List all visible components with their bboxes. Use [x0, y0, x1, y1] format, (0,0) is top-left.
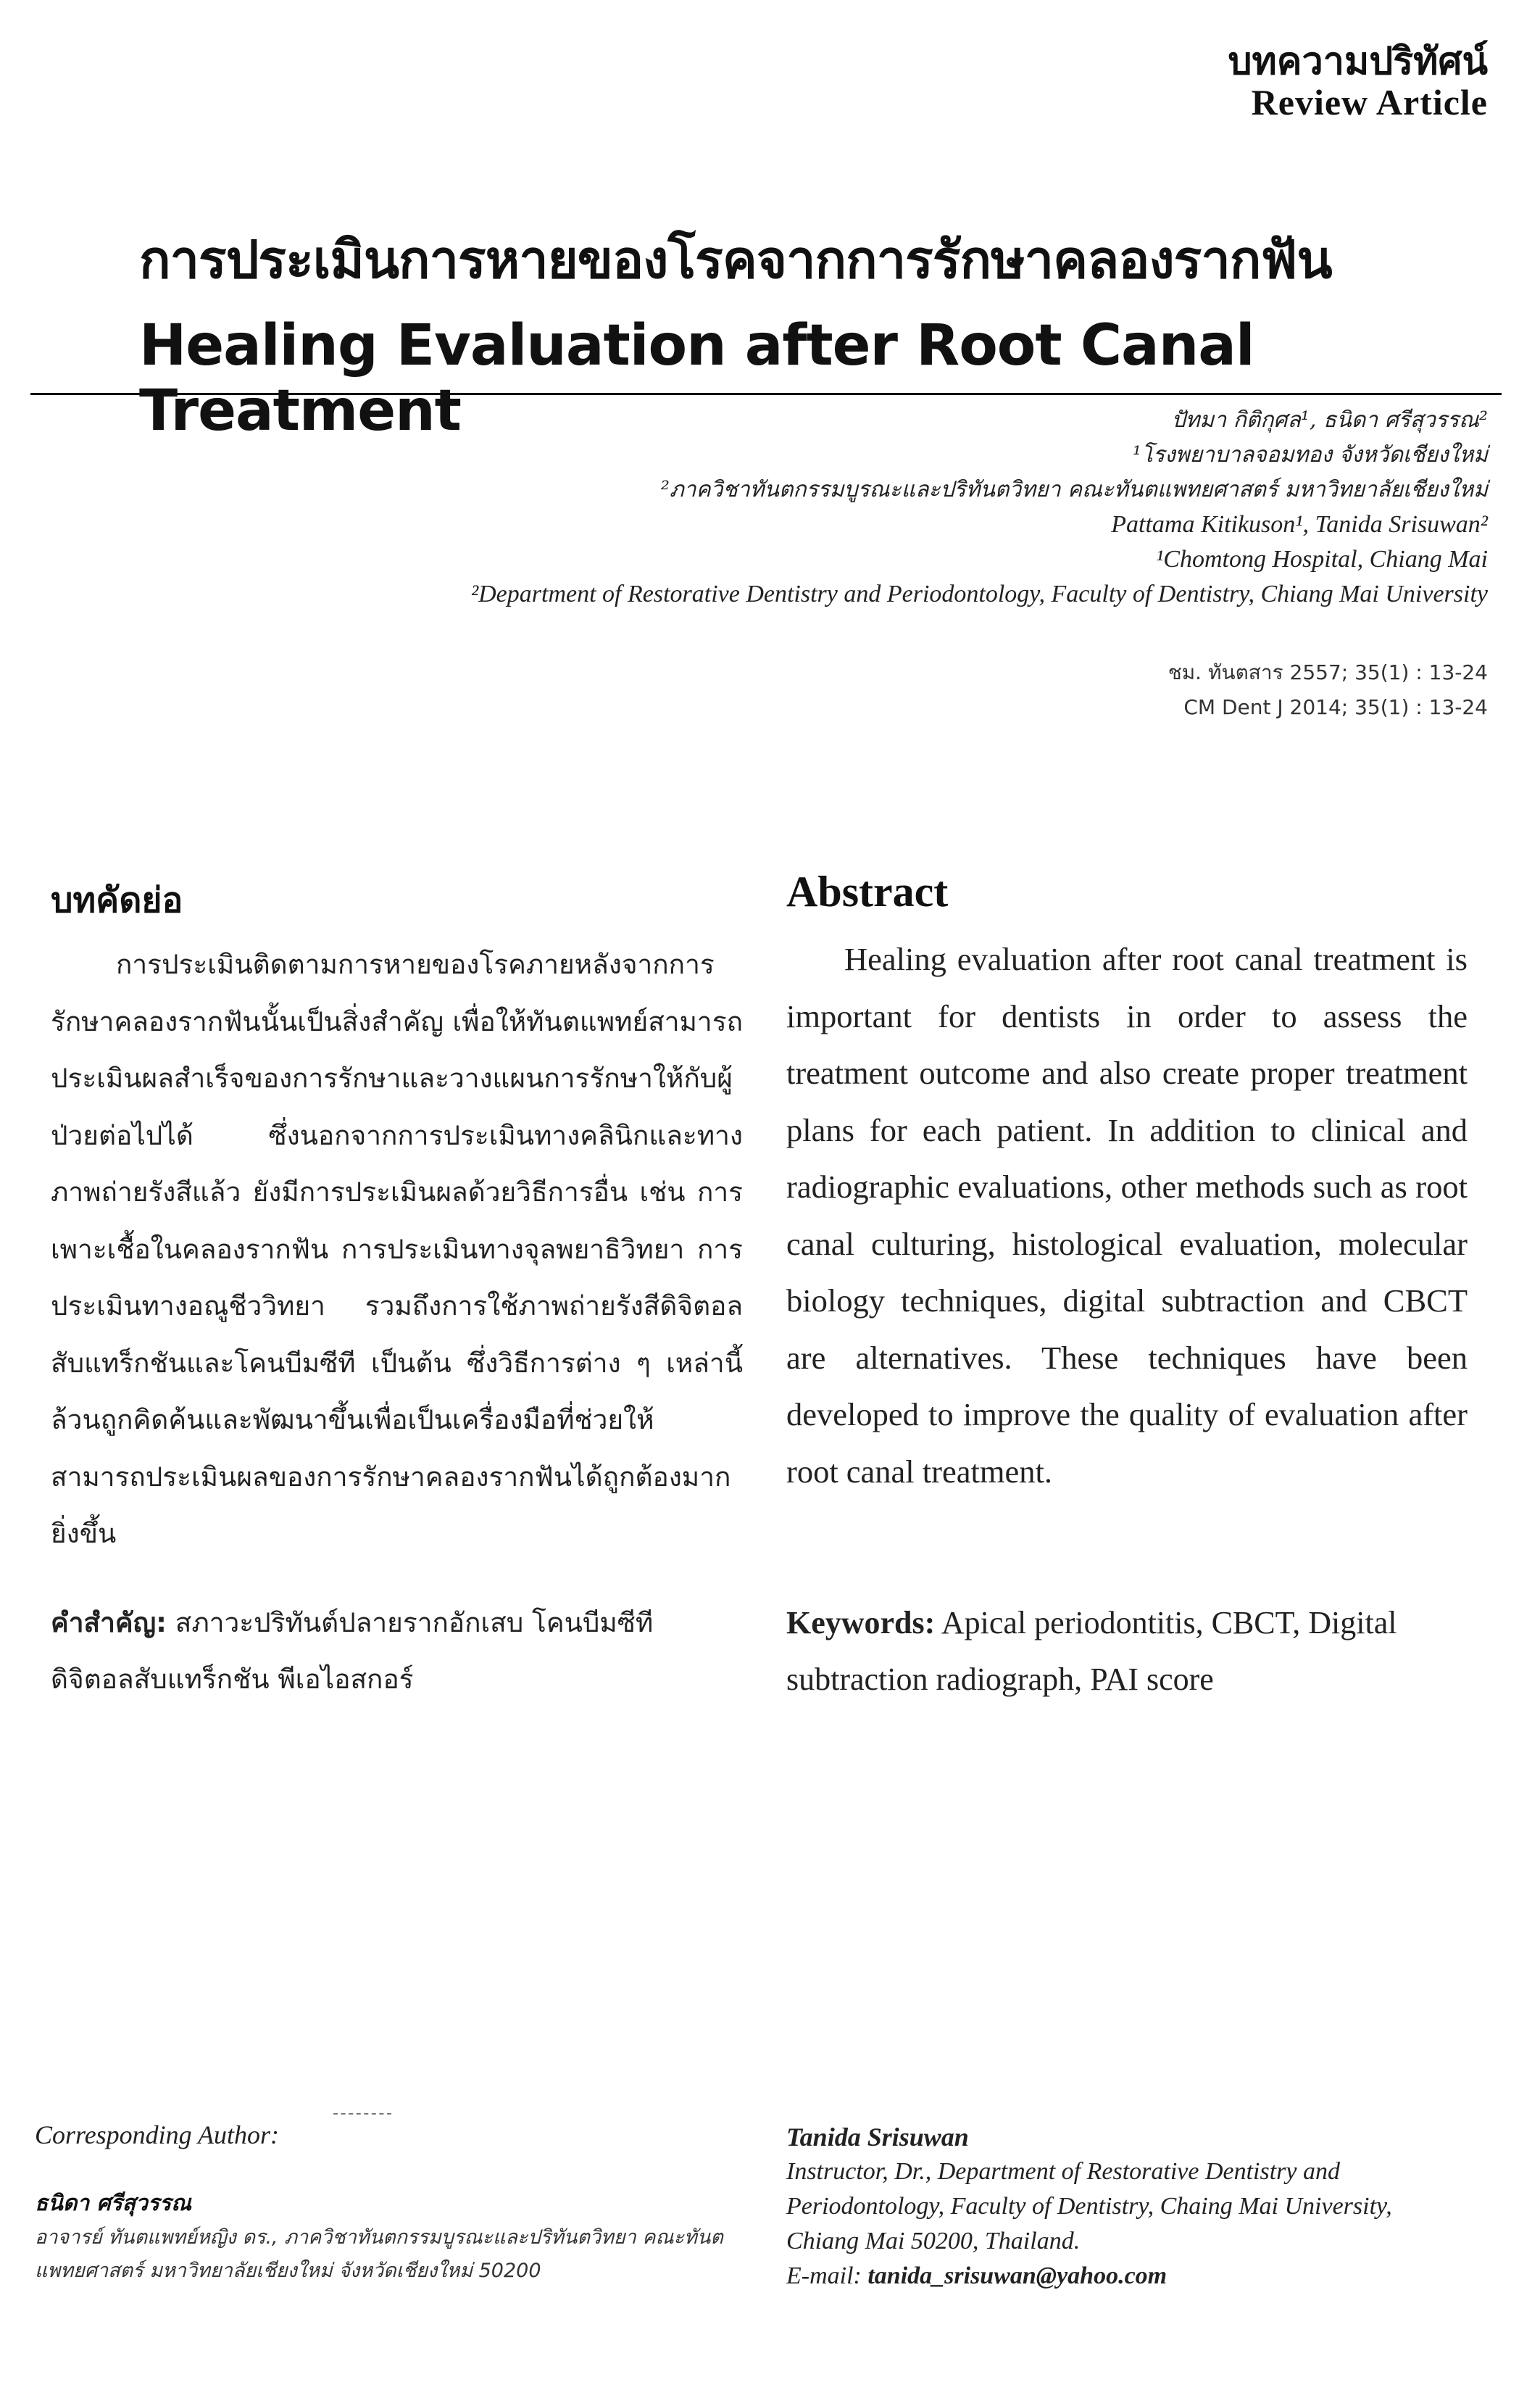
journal-reference-thai: ชม. ทันตสาร 2557; 35(1) : 13-24 — [1168, 660, 1488, 684]
keywords-label-english: Keywords: — [786, 1605, 936, 1640]
corresponding-address-thai: อาจารย์ ทันตแพทย์หญิง ดร., ภาควิชาทันตกรรมบูรณะและปริทันตวิทยา คณะทันตแพทยศาสตร์ มหาวิทยาลัยเชียงใหม่ จังหวัดเชียงใหม่ 50200 — [35, 2226, 723, 2282]
email-label: E-mail: — [786, 2262, 862, 2289]
title-thai: การประเมินการหายของโรคจากการรักษาคลองรากฟัน — [139, 229, 1332, 290]
author-names-english: Pattama Kitikuson¹, Tanida Srisuwan² — [1111, 511, 1488, 538]
journal-reference-english: CM Dent J 2014; 35(1) : 13-24 — [1183, 695, 1488, 719]
title-divider — [30, 393, 1502, 395]
corresponding-address-line-2: Periodontology, Faculty of Dentistry, Chaing Mai University, — [786, 2193, 1392, 2220]
corresponding-author-english — [786, 2120, 1497, 2294]
keywords-text-english: Apical periodontitis, CBCT, Digital subtraction radiograph, PAI score — [786, 1605, 1397, 1697]
author-block — [471, 403, 1488, 612]
abstract-heading-thai: บทคัดย่อ — [51, 880, 183, 921]
keywords-english — [786, 1595, 1468, 1708]
affiliation-2-english: ²Department of Restorative Dentistry and Periodontology, Faculty of Dentistry, Chiang Mai University — [470, 581, 1488, 607]
corresponding-email-line — [786, 2259, 1497, 2294]
abstract-heading-english: Abstract — [786, 868, 949, 916]
keywords-thai — [51, 1595, 743, 1708]
abstract-body-english — [786, 931, 1468, 1500]
corresponding-address-line-1: Instructor, Dr., Department of Restorative Dentistry and — [786, 2158, 1340, 2185]
abstract-text-english: Healing evaluation after root canal treatment is important for dentists in order to assess the treatment outcome and also create proper treatment plans for each patient. In addition to clinical and radiographic evaluations, other methods such as root canal culturing, histological evaluation, molecular biology techniques, digital subtraction and CBCT are alternatives. These techniques have been developed to improve the quality of evaluation after root canal treatment. — [786, 941, 1468, 1490]
keywords-label-thai: คำสำคัญ: — [51, 1607, 167, 1638]
corresponding-author-label: Corresponding Author: — [35, 2120, 280, 2149]
abstract-body-thai — [51, 937, 743, 1563]
affiliation-1-thai: ¹โรงพยาบาลจอมทอง จังหวัดเชียงใหม่ — [1132, 442, 1488, 468]
keywords-text-thai: สภาวะปริทันต์ปลายรากอักเสบ โคนบีมซีที ดิจิตอลสับแทร็กชัน พีเอไอสกอร์ — [51, 1607, 654, 1695]
article-category-english: Review Article — [1251, 82, 1488, 123]
affiliation-1-english: ¹Chomtong Hospital, Chiang Mai — [1156, 546, 1488, 573]
article-category-thai: บทความปริทัศน์ — [1228, 39, 1488, 83]
footer-separator — [333, 2113, 391, 2115]
title-english: Healing Evaluation after Root Canal Treatment — [139, 313, 1254, 444]
corresponding-address-line-3: Chiang Mai 50200, Thailand. — [786, 2228, 1081, 2254]
corresponding-name-thai: ธนิดา ศรีสุวรรณ — [35, 2191, 191, 2216]
corresponding-name-english: Tanida Srisuwan — [786, 2123, 969, 2152]
email-address[interactable]: tanida_srisuwan@yahoo.com — [867, 2262, 1168, 2289]
author-names-thai: ปัทมา กิติกุศล¹, ธนิดา ศรีสุวรรณ² — [1171, 407, 1488, 433]
journal-reference — [1168, 655, 1488, 725]
affiliation-2-thai: ²ภาควิชาทันตกรรมบูรณะและปริทันตวิทยา คณะทันตแพทยศาสตร์ มหาวิทยาลัยเชียงใหม่ — [660, 477, 1488, 502]
abstract-text-thai: การประเมินติดตามการหายของโรคภายหลังจากการรักษาคลองรากฟันนั้นเป็นสิ่งสำคัญ เพื่อให้ทันตแพทย์สามารถประเมินผลสำเร็จของการรักษาและวางแผนการรักษาให้กับผู้ป่วยต่อไปได้ ซึ่งนอกจากการประเมินทางคลินิกและทางภาพถ่ายรังสีแล้ว ยังมีการประเมินผลด้วยวิธีการอื่น เช่น การเพาะเชื้อในคลองรากฟัน การประเมินทางจุลพยาธิวิทยา การประเมินทางอณูชีววิทยา รวมถึงการใช้ภาพถ่ายรังสีดิจิตอลสับแทร็กชันและโคนบีมซีที เป็นต้น ซึ่งวิธีการต่าง ๆ เหล่านี้ ล้วนถูกคิดค้นและพัฒนาขึ้นเพื่อเป็นเครื่องมือที่ช่วยให้สามารถประเมินผลของการรักษาคลองรากฟันได้ถูกต้องมากยิ่งขึ้น — [51, 949, 743, 1549]
